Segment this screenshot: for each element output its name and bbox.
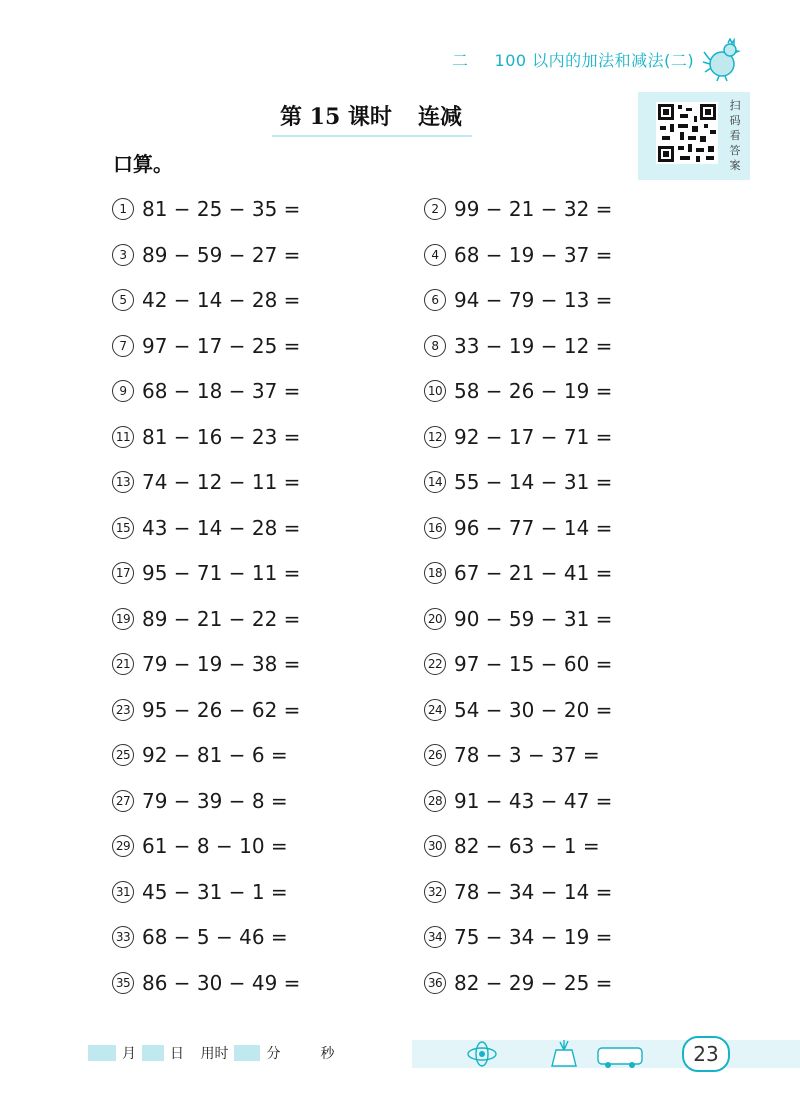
problem-expression: 92 − 81 − 6 = (142, 743, 288, 767)
problem-item (424, 833, 600, 859)
problem-item (424, 560, 612, 586)
time-used-label: 用时 (200, 1046, 229, 1062)
lesson-topic: 连减 (417, 104, 462, 130)
day-label: 日 (170, 1046, 184, 1062)
qr-caption-char: 案 (729, 159, 741, 172)
problem-item (424, 515, 612, 541)
problem-number: 31 (112, 881, 134, 903)
problem-item (424, 469, 612, 495)
problem-expression: 78 − 3 − 37 = (454, 743, 600, 767)
problem-number: 35 (112, 972, 134, 994)
problem-number: 32 (424, 881, 446, 903)
qr-caption-char: 码 (729, 114, 741, 127)
problem-expression: 96 − 77 − 14 = (454, 515, 613, 540)
problem-expression: 97 − 17 − 25 = (142, 333, 301, 358)
problem-item (424, 651, 612, 677)
problem-item (112, 469, 300, 495)
problem-item (112, 378, 300, 404)
problem-number: 34 (424, 926, 446, 948)
science-decoration-icon (412, 1040, 800, 1068)
problem-number: 2 (424, 198, 446, 220)
problem-number: 9 (112, 380, 134, 402)
problem-expression: 68 − 19 − 37 = (454, 242, 613, 267)
problem-number: 5 (112, 289, 134, 311)
day-blank[interactable] (142, 1045, 164, 1061)
problem-expression: 61 − 8 − 10 = (142, 834, 288, 858)
problem-number: 17 (112, 562, 134, 584)
problem-item (112, 333, 300, 359)
problem-number: 26 (424, 744, 446, 766)
problem-expression: 95 − 26 − 62 = (142, 697, 301, 722)
problem-item (112, 196, 300, 222)
problem-item (424, 697, 612, 723)
problem-number: 27 (112, 790, 134, 812)
problem-number: 21 (112, 653, 134, 675)
problem-item (112, 560, 300, 586)
problem-item (112, 606, 300, 632)
problem-item (112, 924, 288, 950)
seconds-blank[interactable] (286, 1045, 314, 1061)
problem-item (112, 879, 288, 905)
page-number: 23 (682, 1036, 730, 1072)
problem-expression: 54 − 30 − 20 = (454, 697, 613, 722)
problem-item (112, 970, 300, 996)
month-blank[interactable] (88, 1045, 116, 1061)
problem-expression: 82 − 63 − 1 = (454, 834, 600, 858)
problem-expression: 82 − 29 − 25 = (454, 970, 613, 995)
problem-item (424, 242, 612, 268)
problem-expression: 99 − 21 − 32 = (454, 197, 613, 221)
problem-number: 33 (112, 926, 134, 948)
problem-expression: 89 − 59 − 27 = (142, 242, 301, 267)
problem-expression: 95 − 71 − 11 = (142, 561, 301, 585)
problem-expression: 58 − 26 − 19 = (454, 379, 613, 403)
problem-number: 25 (112, 744, 134, 766)
problem-item (424, 879, 612, 905)
problem-number: 29 (112, 835, 134, 857)
problem-expression: 68 − 18 − 37 = (142, 379, 301, 403)
problem-item (424, 333, 612, 359)
problem-number: 1 (112, 198, 134, 220)
problem-expression: 89 − 21 − 22 = (142, 606, 301, 631)
problem-item (112, 788, 288, 814)
problem-expression: 81 − 16 − 23 = (142, 424, 301, 449)
minutes-label: 分 (266, 1046, 281, 1062)
problem-expression: 91 − 43 − 47 = (454, 788, 613, 813)
problem-item (424, 424, 612, 450)
problem-number: 11 (112, 426, 134, 448)
problem-item (112, 424, 300, 450)
problem-expression: 42 − 14 − 28 = (142, 288, 301, 312)
qr-caption-char: 看 (729, 129, 741, 142)
problem-expression: 55 − 14 − 31 = (454, 470, 613, 494)
problem-expression: 86 − 30 − 49 = (142, 970, 301, 995)
chapter-number: 二 (452, 51, 469, 70)
problem-expression: 68 − 5 − 46 = (142, 925, 288, 949)
chapter-title: 100 以内的加法和减法(二) (494, 51, 695, 70)
problem-expression: 67 − 21 − 41 = (454, 561, 613, 585)
problem-expression: 90 − 59 − 31 = (454, 606, 613, 631)
problem-expression: 78 − 34 − 14 = (454, 879, 613, 904)
problem-number: 20 (424, 608, 446, 630)
problem-number: 12 (424, 426, 446, 448)
lesson-label: 第 15 课时 (280, 104, 392, 130)
problem-item (424, 924, 612, 950)
problem-expression: 33 − 19 − 12 = (454, 333, 613, 358)
problem-expression: 74 − 12 − 11 = (142, 470, 301, 494)
problem-item (112, 515, 300, 541)
problem-item (424, 378, 612, 404)
problem-number: 19 (112, 608, 134, 630)
problem-item (112, 242, 300, 268)
problem-number: 23 (112, 699, 134, 721)
problem-number: 10 (424, 380, 446, 402)
problem-number: 24 (424, 699, 446, 721)
problem-expression: 45 − 31 − 1 = (142, 879, 288, 904)
problem-number: 8 (424, 335, 446, 357)
problem-number: 36 (424, 972, 446, 994)
problem-expression: 97 − 15 − 60 = (454, 652, 613, 676)
problem-number: 28 (424, 790, 446, 812)
problem-number: 16 (424, 517, 446, 539)
problem-item (424, 196, 612, 222)
month-label: 月 (122, 1046, 136, 1062)
problem-expression: 81 − 25 − 35 = (142, 197, 301, 221)
problem-number: 7 (112, 335, 134, 357)
problem-item (424, 788, 612, 814)
problem-expression: 92 − 17 − 71 = (454, 424, 613, 449)
qr-caption-char: 扫 (729, 99, 741, 112)
problem-number: 6 (424, 289, 446, 311)
problem-number: 4 (424, 244, 446, 266)
problem-item (112, 697, 300, 723)
problem-item (424, 606, 612, 632)
problem-item (112, 742, 288, 768)
problem-item (112, 833, 288, 859)
footer-time-record (88, 1043, 340, 1063)
problem-expression: 79 − 19 − 38 = (142, 652, 301, 676)
problem-number: 14 (424, 471, 446, 493)
minutes-blank[interactable] (234, 1045, 260, 1061)
section-title: 口算。 (113, 152, 173, 176)
qr-caption-char: 答 (729, 144, 741, 157)
problem-expression: 79 − 39 − 8 = (142, 788, 288, 813)
problem-number: 22 (424, 653, 446, 675)
problem-number: 3 (112, 244, 134, 266)
problem-item (112, 651, 300, 677)
problem-expression: 43 − 14 − 28 = (142, 515, 301, 540)
problem-number: 15 (112, 517, 134, 539)
problem-item (112, 287, 300, 313)
problem-number: 30 (424, 835, 446, 857)
seconds-label: 秒 (320, 1046, 335, 1062)
problem-expression: 94 − 79 − 13 = (454, 288, 613, 312)
problem-expression: 75 − 34 − 19 = (454, 925, 613, 949)
footer-decoration-band (412, 1040, 800, 1068)
problem-item (424, 742, 600, 768)
problem-item (424, 970, 612, 996)
problem-number: 13 (112, 471, 134, 493)
problem-item (424, 287, 612, 313)
problem-number: 18 (424, 562, 446, 584)
